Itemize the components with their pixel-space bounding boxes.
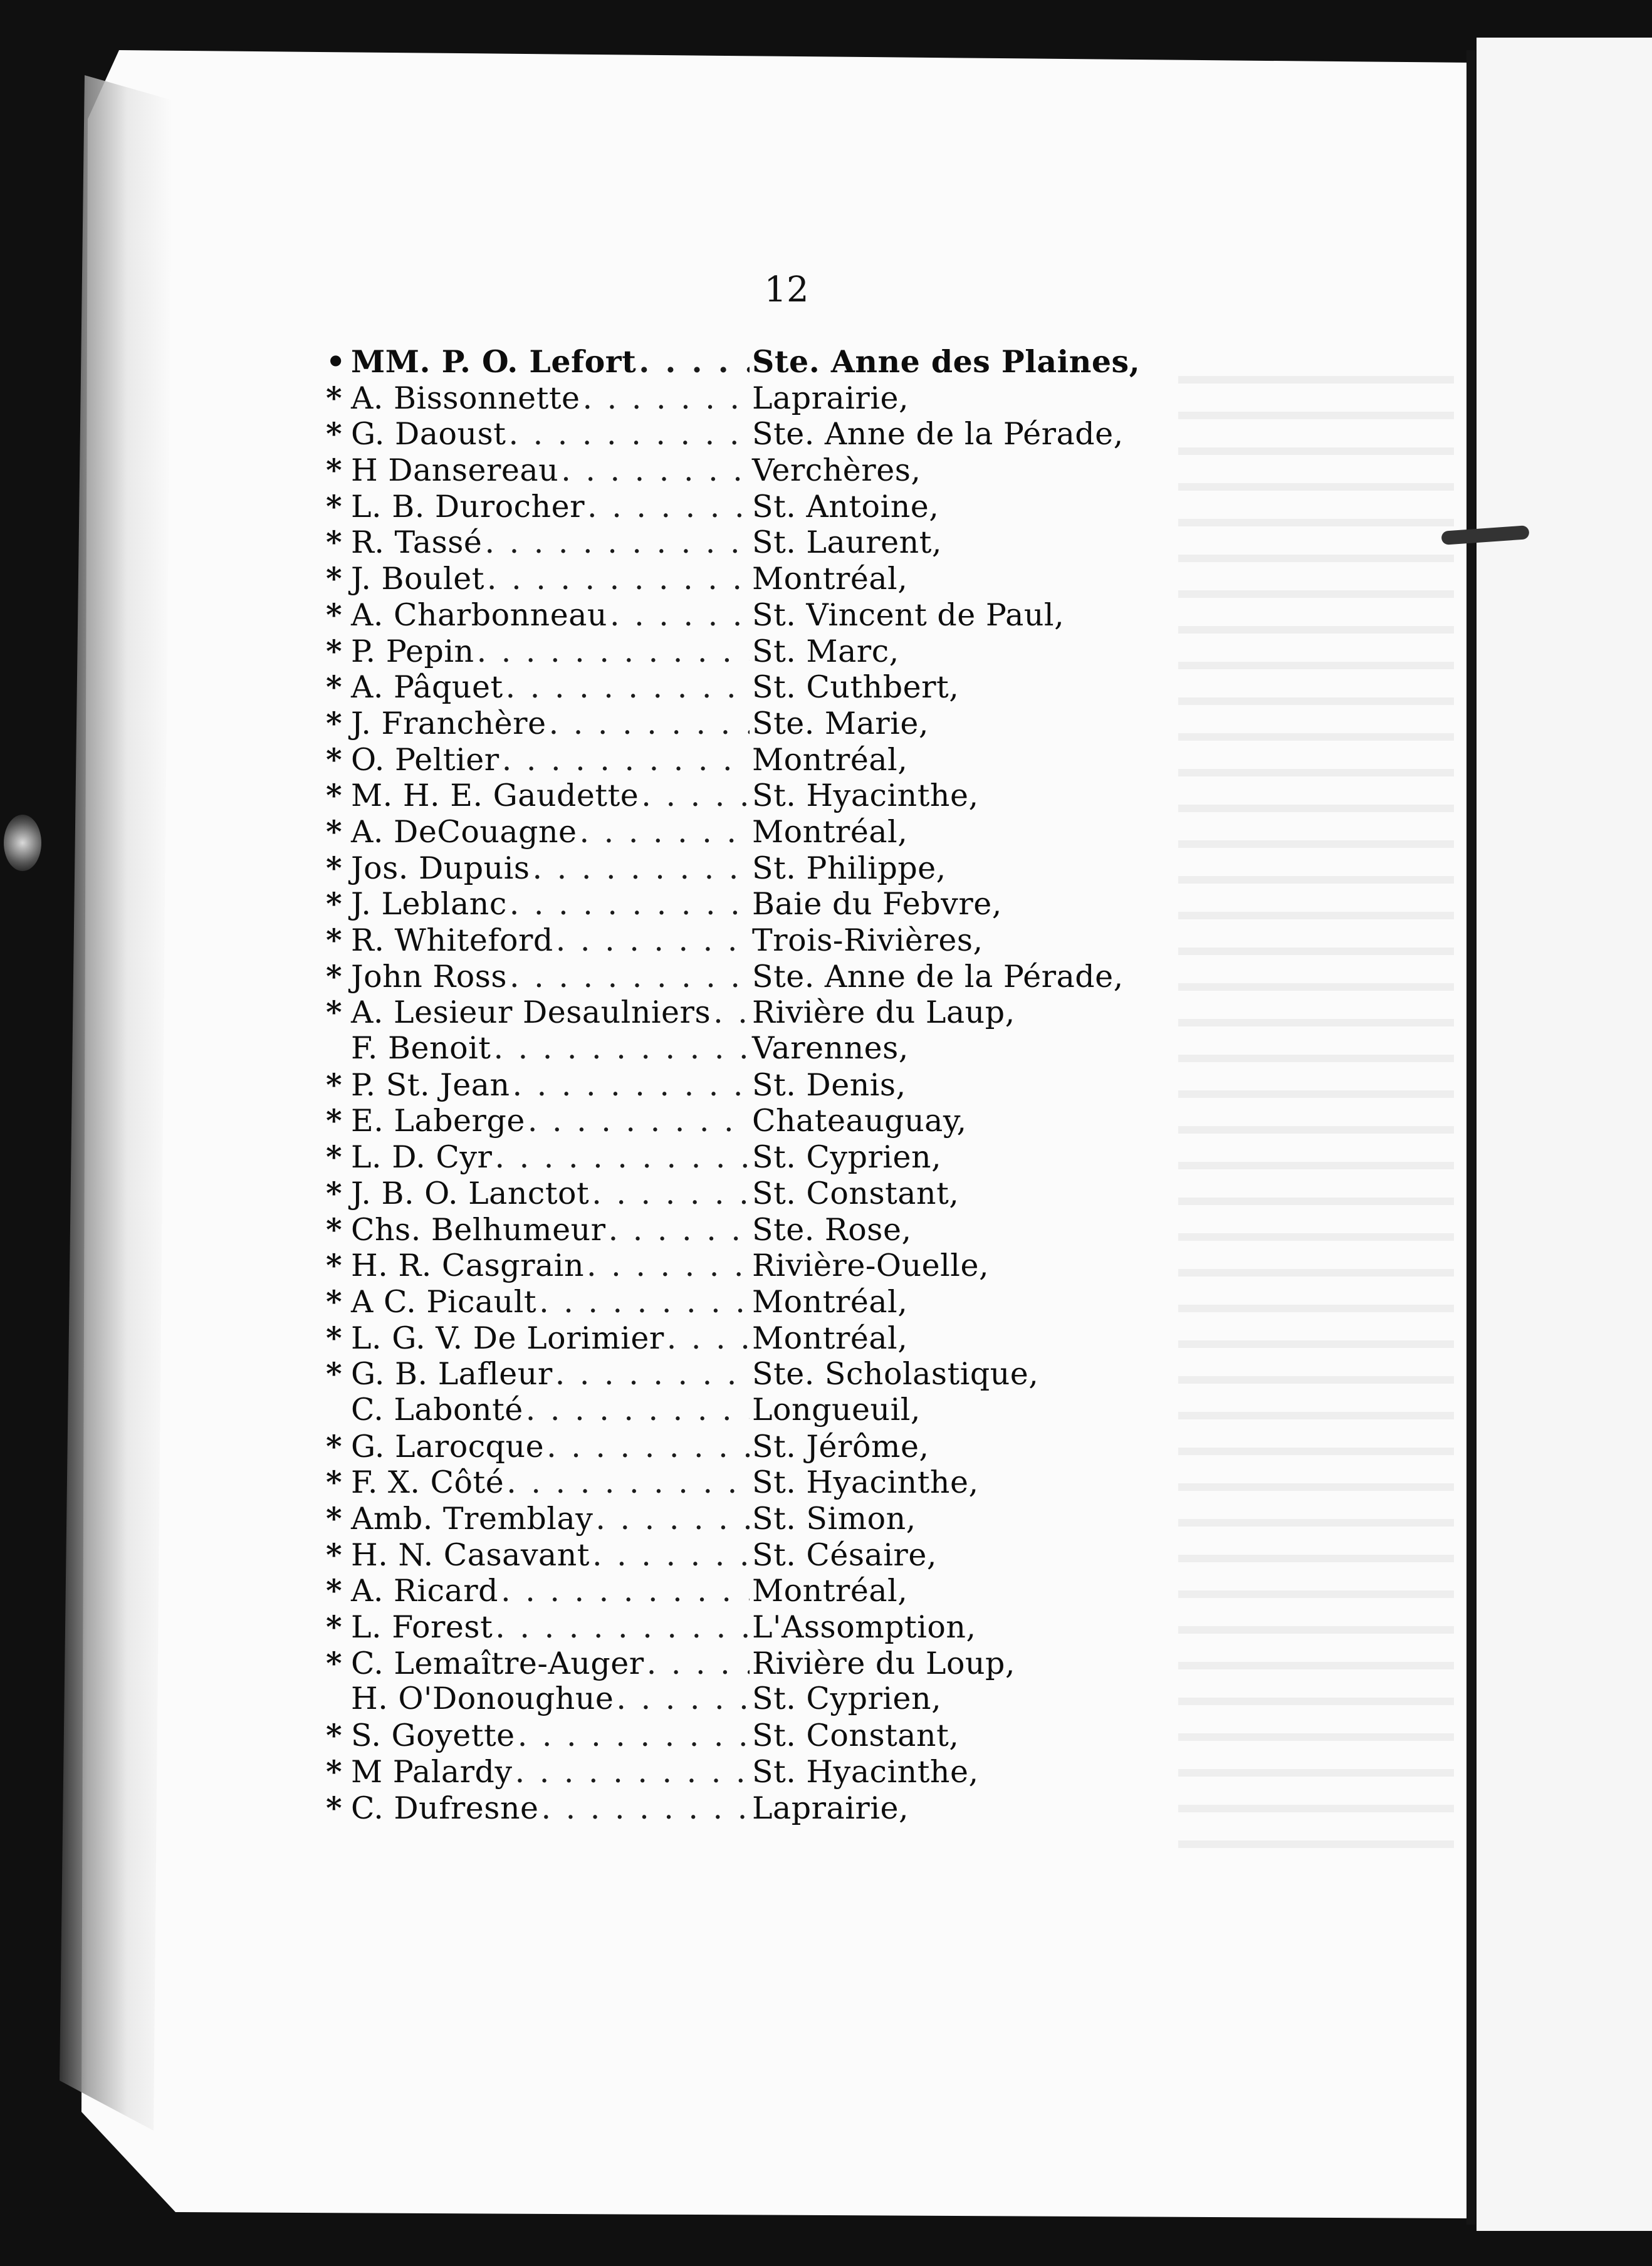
dot-leader [494,1139,750,1175]
entry-marker: * [326,777,343,814]
entry-place: Longueuil, [752,1391,921,1428]
entry-name: John Ross [351,958,508,995]
entry-name: H Dansereau [351,452,559,489]
entry-marker: * [326,813,343,850]
entry-place: St. Cyprien, [752,1681,942,1717]
entry-marker: * [326,994,343,1031]
entry-marker: * [326,488,343,525]
dot-leader [610,597,750,633]
entry-marker: * [326,1500,343,1537]
entry-place: Verchères, [752,452,921,489]
entry-marker: • [326,343,346,380]
entry-name: M. H. E. Gaudette [351,778,639,814]
entry-place: Montréal, [752,741,908,778]
entry-marker: * [326,1102,343,1139]
list-item [326,850,1278,886]
list-item [326,1102,1278,1139]
dot-leader [508,416,750,452]
entry-name: F. X. Côté [351,1465,504,1501]
dot-leader [587,489,750,525]
list-item [326,922,1278,958]
entry-name: J. Franchère [351,705,546,741]
entry-marker: * [326,452,343,489]
dot-leader [561,452,750,488]
list-item [326,1500,1278,1537]
list-item [326,1030,1278,1067]
list-item [326,488,1278,525]
list-item [326,1537,1278,1573]
entry-place: St. Hyacinthe, [752,1465,979,1501]
entry-name: G. B. Lafleur [351,1356,553,1392]
entry-marker: * [326,1644,343,1681]
dot-leader [713,995,750,1030]
entry-place: Rivière du Laup, [752,995,1015,1031]
entry-marker: * [326,704,343,741]
dot-leader [592,1176,750,1211]
entry-place: Montréal, [752,1283,908,1320]
entry-marker: * [326,1753,343,1790]
entry-name: J. Boulet [351,561,484,597]
dot-leader [580,814,750,850]
list-item [326,415,1278,452]
entry-name: L. D. Cyr [351,1139,493,1176]
entry-name: P. St. Jean [351,1067,510,1103]
entry-name: Amb. Tremblay [351,1501,593,1537]
entry-place: St. Denis, [752,1067,906,1103]
entry-name: S. Goyette [351,1718,515,1754]
dot-leader [513,1067,750,1103]
dot-leader [549,706,750,741]
list-item [326,1392,1278,1428]
dot-leader [506,669,750,705]
dot-leader [484,525,750,560]
list-item [326,452,1278,488]
dot-leader [667,1320,750,1356]
entry-name: C. Labonté [351,1391,523,1428]
entry-name: J. B. O. Lanctot [351,1175,590,1211]
list-item [326,669,1278,705]
dot-leader [609,1212,750,1248]
list-item [326,1717,1278,1753]
entry-marker: * [326,1536,343,1573]
list-item [326,1067,1278,1103]
entry-name: Chs. Belhumeur [351,1211,606,1248]
entry-place: Ste. Rose, [752,1211,912,1248]
page-number: 12 [764,269,809,310]
entry-name: R. Tassé [351,525,483,561]
list-item [326,994,1278,1030]
entry-place: St. Simon, [752,1501,916,1537]
entry-name: H. N. Casavant [351,1537,590,1573]
entry-name: R. Whiteford [351,922,553,958]
dot-leader [583,380,750,416]
list-item [326,343,1278,380]
entry-name: C. Dufresne [351,1790,539,1826]
book-gutter [1466,50,1475,2225]
entry-place: St. Hyacinthe, [752,1753,979,1790]
entry-place: Montréal, [752,1573,908,1609]
dot-leader [502,742,750,778]
list-item [326,1283,1278,1320]
list-item [326,705,1278,741]
entry-name: A. Charbonneau [351,597,607,633]
entry-name: H. O'Donoughue [351,1681,614,1717]
entry-marker: * [326,1319,343,1356]
dot-leader [477,634,750,669]
dot-leader [518,1718,750,1753]
entry-place: L'Assomption, [752,1609,976,1646]
list-item [326,1464,1278,1500]
dot-leader [556,922,750,958]
entry-marker: * [326,741,343,778]
name-place-list [326,343,1278,1825]
entry-name: A. Lesieur Desaulniers [351,995,711,1031]
dot-leader [541,1790,750,1826]
entry-marker: * [326,1609,343,1646]
entry-name: P. Pepin [351,633,474,669]
entry-name: F. Benoit [351,1030,491,1067]
list-item [326,1753,1278,1790]
dot-leader [506,1465,750,1500]
entry-marker: * [326,1139,343,1176]
entry-name: A C. Picault [351,1283,537,1320]
entry-name: C. Lemaître-Auger [351,1645,644,1681]
entry-place: Rivière du Loup, [752,1645,1015,1681]
entry-marker: * [326,1066,343,1103]
entry-marker: * [326,885,343,922]
dot-leader [595,1501,750,1537]
list-item [326,633,1278,669]
entry-name: O. Peltier [351,741,499,778]
entry-place: Trois-Rivières, [752,922,983,958]
entry-place: St. Cyprien, [752,1139,942,1176]
entry-place: St. Marc, [752,633,899,669]
dot-leader [639,343,750,380]
dot-leader [641,778,750,813]
entry-name: L. Forest [351,1609,493,1646]
entry-place: St. Vincent de Paul, [752,597,1065,633]
entry-place: Varennes, [752,1030,909,1067]
list-item [326,560,1278,597]
entry-marker: * [326,415,343,452]
entry-name: A. Bissonnette [351,380,580,416]
entry-place: Ste. Marie, [752,705,929,741]
entry-place: St. Constant, [752,1175,959,1211]
dot-leader [647,1646,750,1681]
list-item [326,1139,1278,1175]
entry-place: Ste. Anne des Plaines, [752,343,1141,380]
dot-leader [555,1356,750,1392]
entry-place: St. Cuthbert, [752,669,959,706]
entry-marker: * [326,1247,343,1284]
list-item [326,813,1278,850]
list-item [326,777,1278,813]
list-item [326,1355,1278,1392]
entry-place: Ste. Anne de la Pérade, [752,958,1124,995]
entry-marker: * [326,922,343,958]
entry-place: Laprairie, [752,380,909,416]
dot-leader [587,1248,750,1283]
entry-marker: * [326,524,343,561]
facing-page [1477,38,1652,2231]
entry-name: A. DeCouagne [351,813,577,850]
dot-leader [528,1103,750,1139]
list-item [326,1572,1278,1609]
dot-leader [539,1284,750,1320]
entry-place: Laprairie, [752,1790,909,1826]
entry-name: A. Ricard [351,1573,499,1609]
scan-speck [4,815,41,871]
entry-place: St. Laurent, [752,525,942,561]
entry-place: Montréal, [752,813,908,850]
list-item [326,958,1278,995]
list-item [326,885,1278,922]
list-item [326,741,1278,778]
dot-leader [501,1573,750,1609]
list-item [326,380,1278,416]
entry-name: Jos. Dupuis [351,850,530,886]
entry-marker: * [326,958,343,995]
entry-place: St. Jérôme, [752,1428,929,1465]
dot-leader [526,1392,750,1428]
entry-marker: * [326,1174,343,1211]
list-item [326,1428,1278,1465]
dot-leader [592,1537,750,1573]
entry-place: St. Antoine, [752,488,939,525]
list-item [326,1320,1278,1356]
list-item [326,524,1278,560]
entry-place: Rivière-Ouelle, [752,1248,990,1284]
entry-place: St. Constant, [752,1718,959,1754]
list-item [326,1645,1278,1681]
dot-leader [510,959,750,995]
entry-name: J. Leblanc [351,886,507,922]
entry-marker: * [326,560,343,597]
entry-marker: * [326,1717,343,1754]
entry-place: Baie du Febvre, [752,886,1002,922]
dot-leader [495,1609,750,1645]
dot-leader [546,1429,750,1465]
entry-name: H. R. Casgrain [351,1248,585,1284]
entry-name: M Palardy [351,1753,513,1790]
entry-marker: * [326,1572,343,1609]
entry-name: L. B. Durocher [351,488,585,525]
entry-place: St. Hyacinthe, [752,778,979,814]
entry-place: St. Césaire, [752,1537,937,1573]
entry-name: E. Laberge [351,1103,525,1139]
entry-marker: * [326,849,343,886]
entry-marker: * [326,379,343,416]
entry-place: Ste. Anne de la Pérade, [752,416,1124,452]
entry-marker: * [326,1789,343,1826]
entry-name: MM. P. O. Lefort [351,343,637,380]
entry-name: G. Daoust [351,416,506,452]
dot-leader [515,1754,750,1790]
entry-marker: * [326,1211,343,1248]
list-item [326,1175,1278,1211]
dot-leader [487,561,750,597]
list-item [326,1609,1278,1645]
entry-marker: * [326,632,343,669]
dot-leader [493,1030,750,1066]
entry-marker: * [326,1283,343,1320]
list-item [326,1211,1278,1248]
entry-marker: * [326,596,343,633]
list-item [326,1681,1278,1717]
entry-place: Montréal, [752,1320,908,1356]
entry-marker: * [326,1464,343,1501]
entry-name: A. Pâquet [351,669,503,706]
entry-place: St. Philippe, [752,850,946,886]
entry-marker: * [326,1428,343,1465]
entry-marker: * [326,669,343,706]
dot-leader [533,850,750,886]
dot-leader [510,886,750,922]
list-item [326,597,1278,633]
entry-marker: * [326,1355,343,1392]
entry-place: Ste. Scholastique, [752,1356,1039,1392]
list-item [326,1247,1278,1283]
entry-name: L. G. V. De Lorimier [351,1320,664,1356]
dot-leader [616,1681,750,1716]
entry-place: Montréal, [752,561,908,597]
entry-place: Chateauguay, [752,1103,967,1139]
entry-name: G. Larocque [351,1428,545,1465]
list-item [326,1790,1278,1826]
